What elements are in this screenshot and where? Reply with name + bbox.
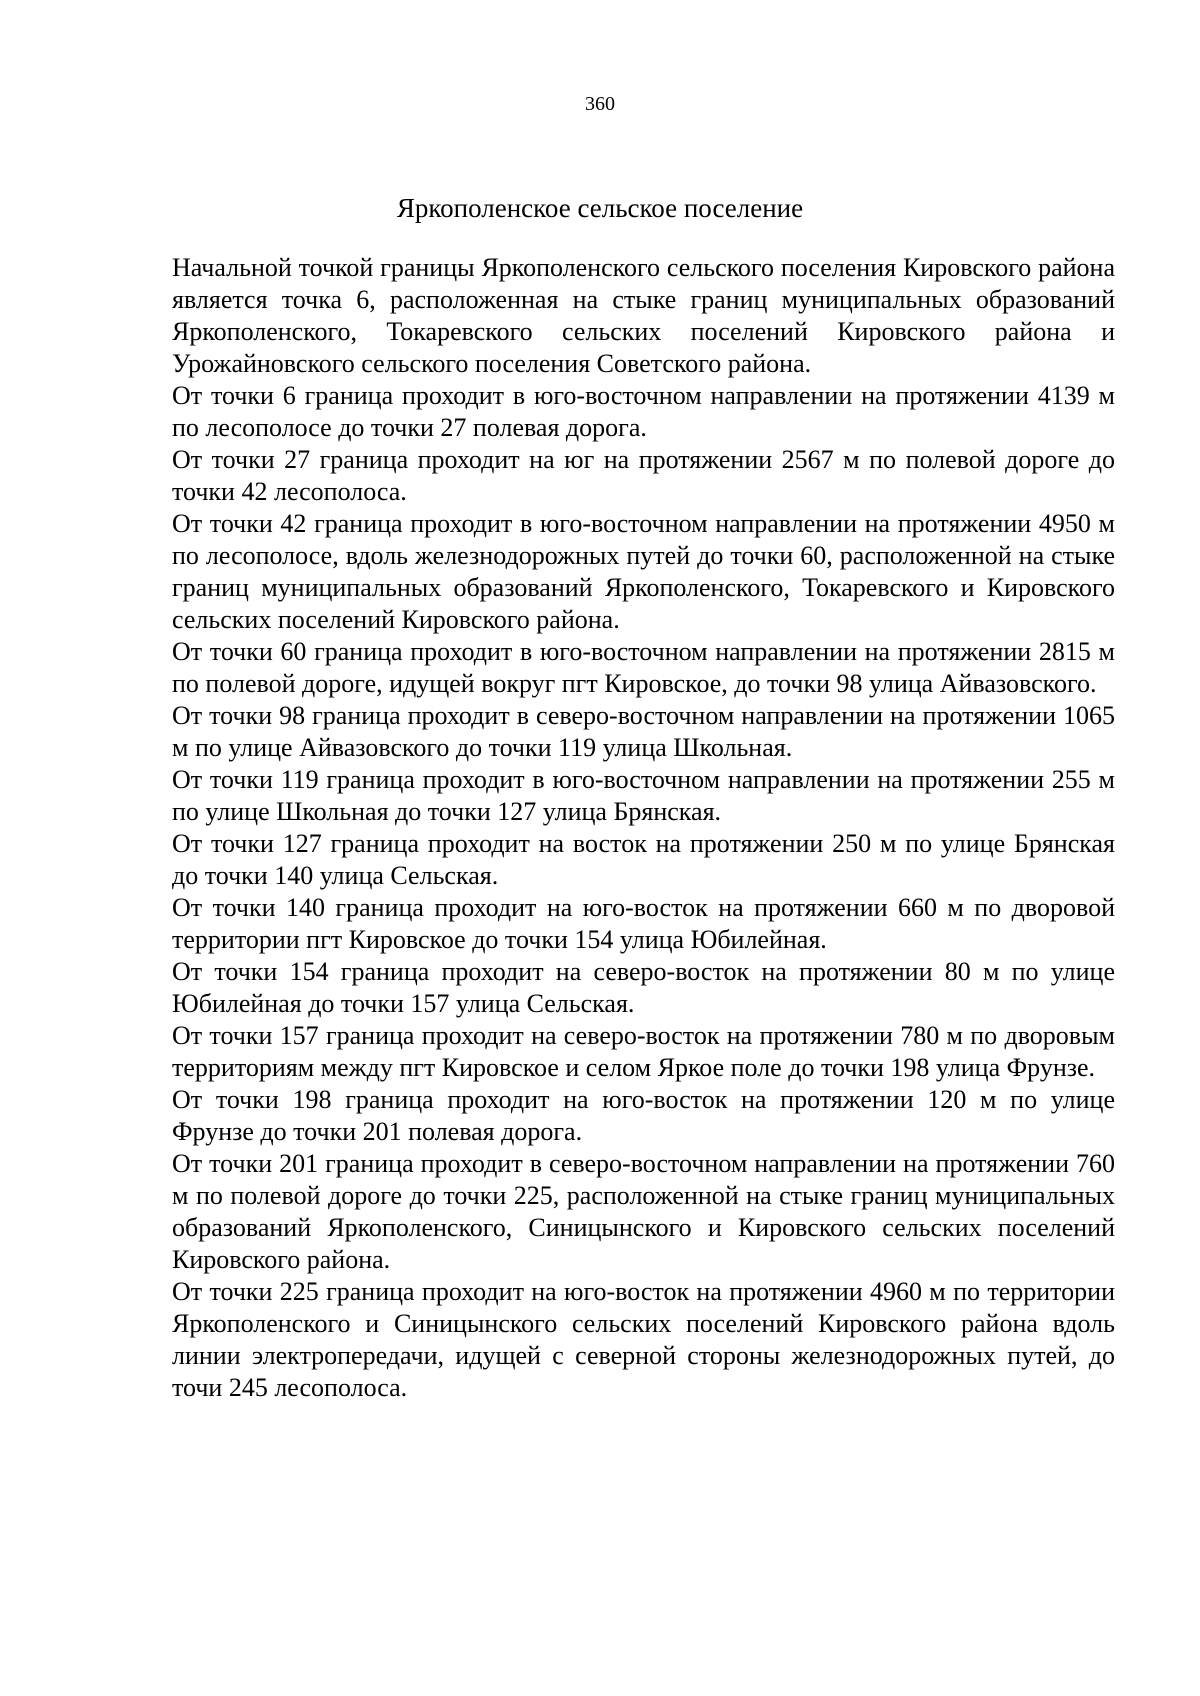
paragraph: От точки 98 граница проходит в северо-восточном направлении на протяжении 1065 м по улице Айвазовского до точки 119 улица Школьная. [172,701,1115,762]
document-title: Яркополенское сельское поселение [396,193,804,223]
paragraph: От точки 198 граница проходит на юго-восток на протяжении 120 м по улице Фрунзе до точки 201 полевая дорога. [172,1085,1115,1146]
paragraph: От точки 42 граница проходит в юго-восточном направлении на протяжении 4950 м по лесополосе, вдоль железнодорожных путей до точки 60, расположенной на стыке границ муниципальных образований Яркополенского, Токаревского и Кировского сельских поселений Кировского района. [172,509,1115,634]
page-number: 360 [585,93,615,115]
paragraph: От точки 154 граница проходит на северо-восток на протяжении 80 м по улице Юбилейная до точки 157 улица Сельская. [172,957,1115,1018]
paragraph: От точки 225 граница проходит на юго-восток на протяжении 4960 м по территории Яркополенского и Синицынского сельских поселений Кировского района вдоль линии электропередачи, идущей с северной стороны железнодорожных путей, до точи 245 лесополоса. [172,1277,1115,1402]
paragraph: От точки 60 граница проходит в юго-восточном направлении на протяжении 2815 м по полевой дороге, идущей вокруг пгт Кировское, до точки 98 улица Айвазовского. [172,637,1115,698]
paragraph: От точки 201 граница проходит в северо-восточном направлении на протяжении 760 м по полевой дороге до точки 225, расположенной на стыке границ муниципальных образований Яркополенского, Синицынского и Кировского сельских поселений Кировского района. [172,1149,1115,1274]
paragraph: От точки 140 граница проходит на юго-восток на протяжении 660 м по дворовой территории пгт Кировское до точки 154 улица Юбилейная. [172,893,1115,954]
paragraph: От точки 119 граница проходит в юго-восточном направлении на протяжении 255 м по улице Школьная до точки 127 улица Брянская. [172,765,1115,826]
paragraph: Начальной точкой границы Яркополенского сельского поселения Кировского района является точка 6, расположенная на стыке границ муниципальных образований Яркополенского, Токаревского сельских поселений Кировского района и Урожайновского сельского поселения Советского района. [172,253,1115,378]
paragraph: От точки 27 граница проходит на юг на протяжении 2567 м по полевой дороге до точки 42 лесополоса. [172,445,1115,506]
document-body [172,252,1115,1404]
paragraph: От точки 127 граница проходит на восток на протяжении 250 м по улице Брянская до точки 140 улица Сельская. [172,829,1115,890]
paragraph: От точки 6 граница проходит в юго-восточном направлении на протяжении 4139 м по лесополосе до точки 27 полевая дорога. [172,381,1115,442]
paragraph: От точки 157 граница проходит на северо-восток на протяжении 780 м по дворовым территориям между пгт Кировское и селом Яркое поле до точки 198 улица Фрунзе. [172,1021,1115,1082]
